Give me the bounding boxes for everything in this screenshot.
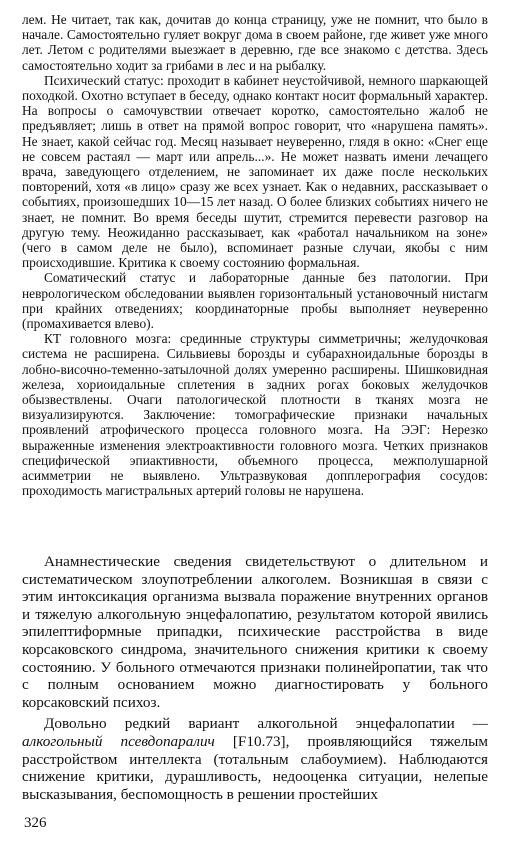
paragraph-text-end: [F10.73], проявляющийся тяжелым расстройством интеллекта (тотальным слабоумием). Наблюдаются снижение критики, дурашливость, недооценка ситуации, нелепые высказывания, беспомощность в решении простейших	[22, 732, 488, 803]
main-text-block	[22, 553, 488, 803]
case-paragraph-mental-status: Психический статус: проходит в кабинет неустойчивой, немного шаркающей походкой. Охотно вступает в беседу, однако контакт носит формальный характер. На вопросы о самочувствии отвечает коротко, самостоятельно жалоб не предъявляет; лишь в ответ на прямой вопрос говорит, что «нарушена память». Не знает, какой сейчас год. Месяц называет неуверенно, глядя в окно: «Снег еще не совсем растаял — март или апрель...». Не может назвать имени лечащего врача, заведующего отделением, не запоминает их даже после нескольких повторений, хотя «в лицо» сразу же всех узнает. Как о недавних, рассказывает о событиях, произошедших 10—15 лет назад. О более близких событиях ничего не знает, не помнит. Во время беседы шутит, стремится перевести разговор на другую тему. Неожиданно рассказывает, как «работал начальником на зоне» (чего в самом деле не было), вспоминает разные случаи, якобы с ним происходившие. Критика к своему состоянию формальная.	[22, 72, 488, 271]
main-paragraph-pseudoparalysis	[22, 715, 488, 803]
case-paragraph-ct-eeg: КТ головного мозга: срединные структуры симметричны; желудочковая система не расширена. Сильвиевы борозды и субарахноидальные борозды в лобно-височно-теменно-затылочной долях умеренно расширены. Шишковидная железа, хориоидальные сплетения в задних рогах боковых желудочков обызвествлены. Очаги патологической плотности в тканях мозга не визуализируются. Заключение: томографические признаки начальных проявлений атрофического процесса головного мозга. На ЭЭГ: Нерезко выраженные изменения электроактивности головного мозга. Четких признаков специфической эпиактивности, объемного процесса, межполушарной асимметрии не выявлено. Ультразвуковая допплерография сосудов: проходимость магистральных артерий головы не нарушена.	[22, 331, 488, 499]
case-history-block	[22, 12, 488, 499]
case-paragraph-anamnesis: лем. Не читает, так как, дочитав до конца страницу, уже не помнит, что было в начале. Самостоятельно гуляет вокруг дома в своем районе, где живет уже много лет. Летом с родителями выезжает в деревню, где все знакомо с детства. Здесь самостоятельно ходит за грибами в лес и на рыбалку.	[22, 12, 488, 73]
italic-term: алкогольный псевдопаралич	[22, 732, 215, 750]
main-paragraph-conclusion: Анамнестические сведения свидетельствуют о длительном и систематическом злоупотреблении алкоголем. Возникшая в связи с этим интоксикация организма вызвала поражение внутренних органов и тяжелую алкогольную энцефалопатию, результатом которой явились эпилептиформные припадки, психические расстройства в виде корсаковского синдрома, значительного снижения критики к своему состоянию. У больного отмечаются признаки полинейропатии, так что с полным основанием можно диагностировать у больного корсаковский психоз.	[22, 553, 488, 711]
paragraph-text-start: Довольно редкий вариант алкогольной энцефалопатии —	[44, 715, 488, 733]
case-paragraph-somatic-status: Соматический статус и лабораторные данные без патологии. При неврологическом обследовании выявлен горизонтальный установочный нистагм при крайних отведениях; координаторные пробы выполняет неуверенно (промахивается влево).	[22, 270, 488, 332]
page-number: 326	[24, 815, 47, 831]
